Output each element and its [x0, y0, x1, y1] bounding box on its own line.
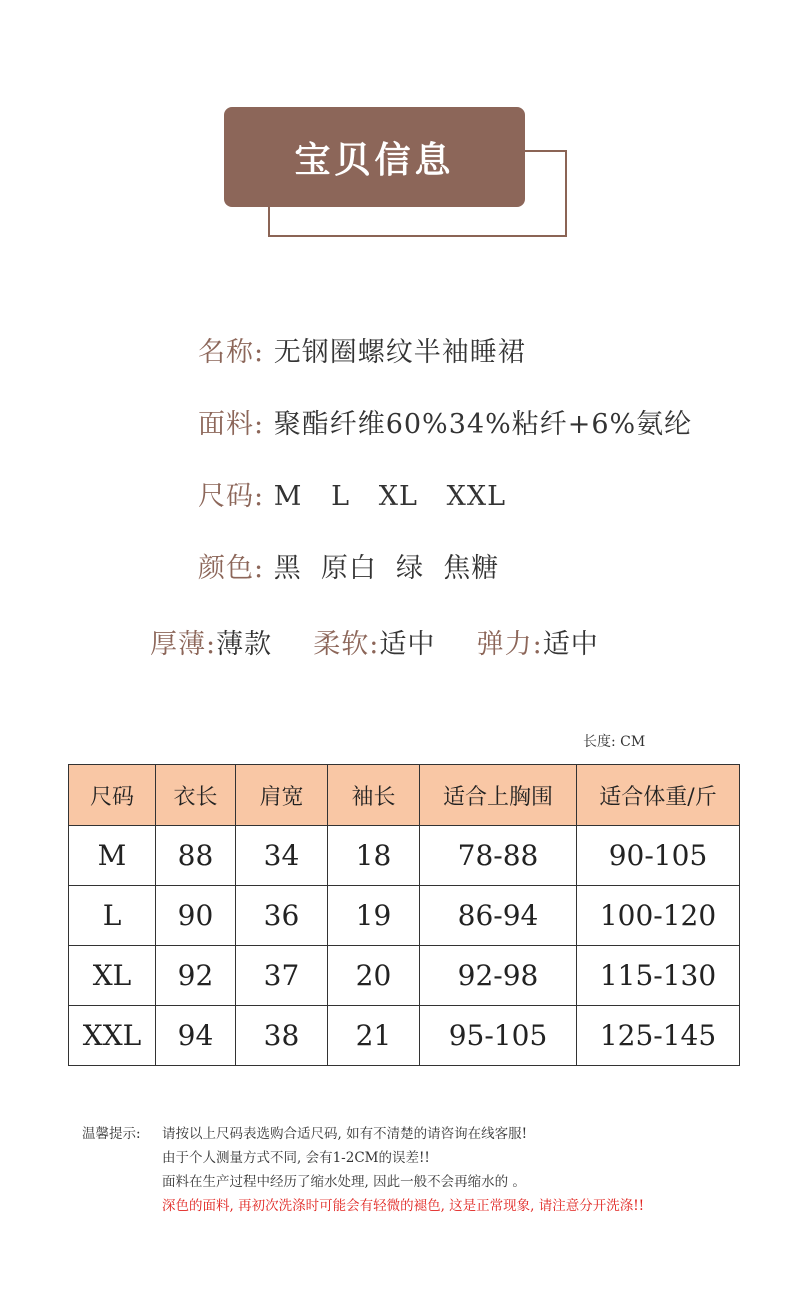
info-elasticity-label: 弹力:: [476, 629, 543, 660]
table-header-cell: 袖长: [328, 765, 420, 826]
table-cell: 94: [156, 1006, 236, 1066]
table-cell: 88: [156, 826, 236, 886]
table-header-cell: 适合体重/斤: [577, 765, 740, 826]
tip-line: [82, 1122, 644, 1146]
table-cell: 100-120: [577, 886, 740, 946]
info-thickness-value: 薄款: [216, 629, 273, 660]
table-cell: XXL: [69, 1006, 156, 1066]
table-cell: M: [69, 826, 156, 886]
tips: [82, 1122, 644, 1218]
table-header-cell: 适合上胸围: [420, 765, 577, 826]
tip-prefix: 温馨提示:: [82, 1126, 141, 1142]
size-table: [68, 764, 740, 1066]
table-cell: 18: [328, 826, 420, 886]
table-cell: 115-130: [577, 946, 740, 1006]
table-cell: 21: [328, 1006, 420, 1066]
info-size: [198, 474, 506, 513]
section-title: 宝贝信息: [224, 107, 525, 207]
table-cell: 19: [328, 886, 420, 946]
info-color-value: 黑 原白 绿 焦糖: [273, 553, 500, 584]
table-cell: 95-105: [420, 1006, 577, 1066]
tip-warning: 深色的面料, 再初次洗涤时可能会有轻微的褪色, 这是正常现象, 请注意分开洗涤!!: [162, 1198, 645, 1214]
info-fabric-label: 面料:: [198, 409, 265, 440]
tip-line: [82, 1170, 644, 1194]
table-header-row: [69, 765, 740, 826]
table-row: [69, 826, 740, 886]
table-cell: 36: [236, 886, 328, 946]
info-name: [198, 330, 526, 369]
table-cell: 34: [236, 826, 328, 886]
tip-line: [82, 1194, 644, 1218]
info-name-label: 名称:: [198, 337, 265, 368]
table-cell: 78-88: [420, 826, 577, 886]
table-cell: 125-145: [577, 1006, 740, 1066]
table-row: [69, 1006, 740, 1066]
table-header-cell: 衣长: [156, 765, 236, 826]
info-size-label: 尺码:: [198, 481, 265, 512]
table-cell: 20: [328, 946, 420, 1006]
table-cell: 90-105: [577, 826, 740, 886]
tip-line: [82, 1146, 644, 1170]
table-row: [69, 946, 740, 1006]
table-header-cell: 尺码: [69, 765, 156, 826]
info-fabric-value: 聚酯纤维60%34%粘纤+6%氨纶: [273, 409, 693, 440]
tip-text: 请按以上尺码表选购合适尺码, 如有不清楚的请咨询在线客服!: [162, 1126, 528, 1142]
table-cell: 86-94: [420, 886, 577, 946]
table-cell: L: [69, 886, 156, 946]
info-thickness-label: 厚薄:: [150, 629, 217, 660]
unit-note: 长度: CM: [583, 734, 646, 750]
info-color: [198, 546, 499, 585]
info-fabric: [198, 402, 692, 441]
table-cell: 38: [236, 1006, 328, 1066]
info-color-label: 颜色:: [198, 553, 265, 584]
info-name-value: 无钢圈螺纹半袖睡裙: [273, 337, 526, 368]
table-cell: 92: [156, 946, 236, 1006]
table-cell: 37: [236, 946, 328, 1006]
info-softness-label: 柔软:: [313, 629, 380, 660]
tip-text: 由于个人测量方式不同, 会有1-2CM的误差!!: [162, 1150, 430, 1166]
tip-text: 面料在生产过程中经历了缩水处理, 因此一般不会再缩水的 。: [162, 1174, 526, 1190]
info-extra: [150, 622, 599, 661]
info-elasticity-value: 适中: [542, 629, 599, 660]
table-cell: 90: [156, 886, 236, 946]
info-size-value: M L XL XXL: [273, 481, 507, 512]
table-cell: XL: [69, 946, 156, 1006]
info-softness-value: 适中: [379, 629, 436, 660]
table-cell: 92-98: [420, 946, 577, 1006]
table-row: [69, 886, 740, 946]
table-header-cell: 肩宽: [236, 765, 328, 826]
